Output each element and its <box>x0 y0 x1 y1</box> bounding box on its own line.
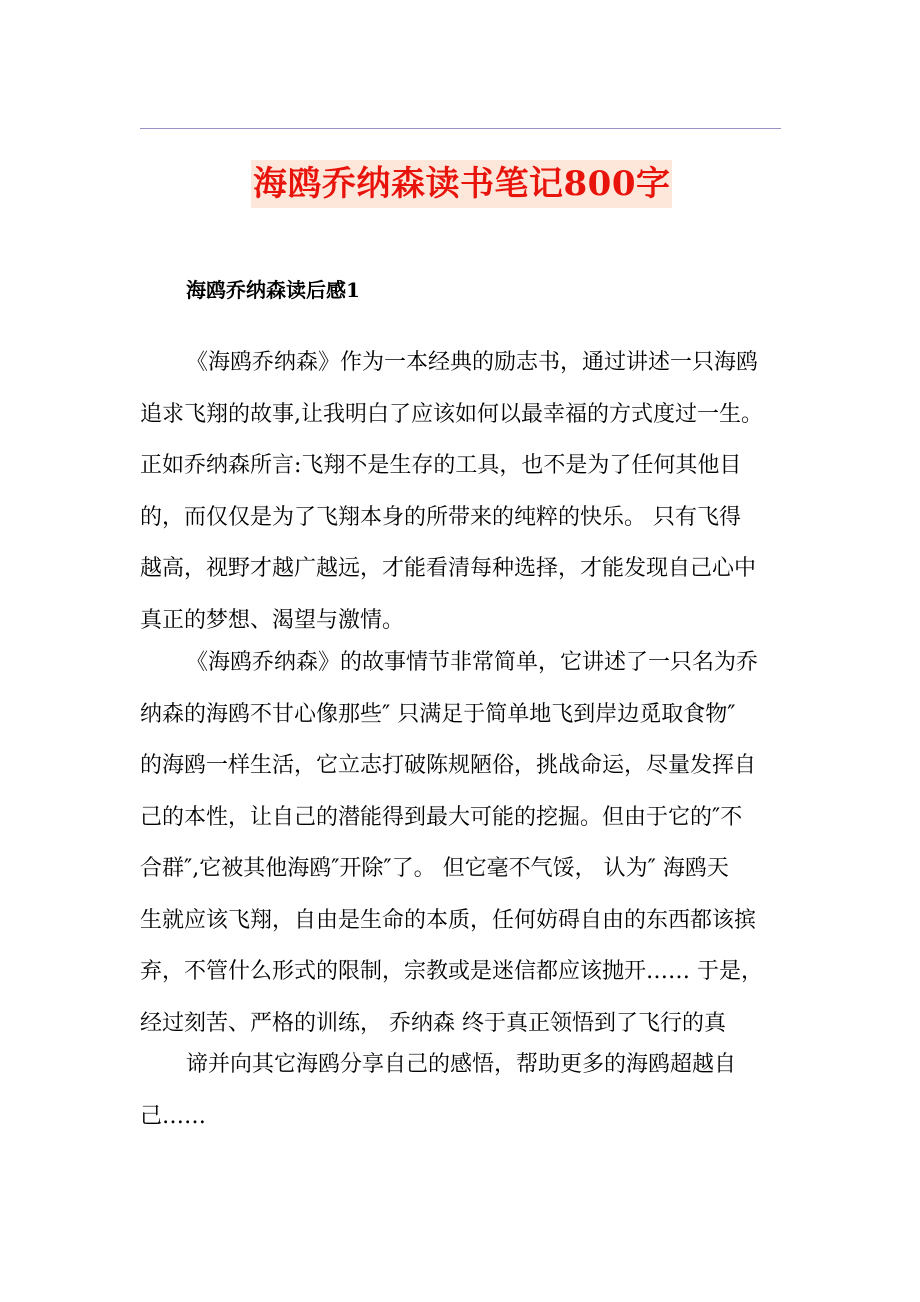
paragraph-1 <box>140 337 790 646</box>
paragraph-line: 的，而仅仅是为了飞翔本身的所带来的纯粹的快乐。 只有飞得 <box>140 504 741 530</box>
paragraph-line: 追求飞翔的故事,让我明白了应该如何以最幸福的方式度过一生。 <box>140 401 763 427</box>
paragraph-line: 纳森的海鸥不甘心像那些″ 只满足于简单地飞到岸边觅取食物″ <box>140 701 736 727</box>
paragraph-3 <box>140 1039 790 1142</box>
section-heading: 海鸥乔纳森读后感1 <box>186 278 360 302</box>
paragraph-line: 己的本性，让自己的潜能得到最大可能的挖掘。但由于它的″不 <box>140 804 743 830</box>
paragraph-line: 弃，不管什么形式的限制，宗教或是迷信都应该抛开…… 于是， <box>140 959 763 984</box>
paragraph-line: 真正的梦想、渴望与激情。 <box>140 607 405 633</box>
paragraph-line: 正如乔纳森所言:飞翔不是生存的工具，也不是为了任何其他目 <box>140 453 742 478</box>
paragraph-line: 《海鸥乔纳森》作为一本经典的励志书，通过讲述一只海鸥 <box>186 350 759 375</box>
paragraph-line: 谛并向其它海鸥分享自己的感悟，帮助更多的海鸥超越自 <box>186 1052 737 1077</box>
paragraph-line: 合群″,它被其他海鸥″开除″了。 但它毫不气馁， 认为″ 海鸥天 <box>140 856 729 881</box>
paragraph-2 <box>140 637 790 1049</box>
paragraph-line: 经过刻苦、严格的训练， 乔纳森 终于真正领悟到了飞行的真 <box>140 1010 726 1036</box>
paragraph-line: 己…… <box>140 1103 207 1129</box>
document-title: 海鸥乔纳森读书笔记800字 <box>251 160 672 208</box>
paragraph-line: 《海鸥乔纳森》的故事情节非常简单，它讲述了一只名为乔 <box>186 650 759 675</box>
paragraph-line: 越高，视野才越广越远，才能看清每种选择，才能发现自己心中 <box>140 556 757 581</box>
header-divider <box>140 128 781 129</box>
paragraph-line: 的海鸥一样生活，它立志打破陈规陋俗，挑战命运，尽量发挥自 <box>140 753 757 778</box>
paragraph-line: 生就应该飞翔，自由是生命的本质，任何妨碍自由的东西都该摈 <box>140 907 757 933</box>
